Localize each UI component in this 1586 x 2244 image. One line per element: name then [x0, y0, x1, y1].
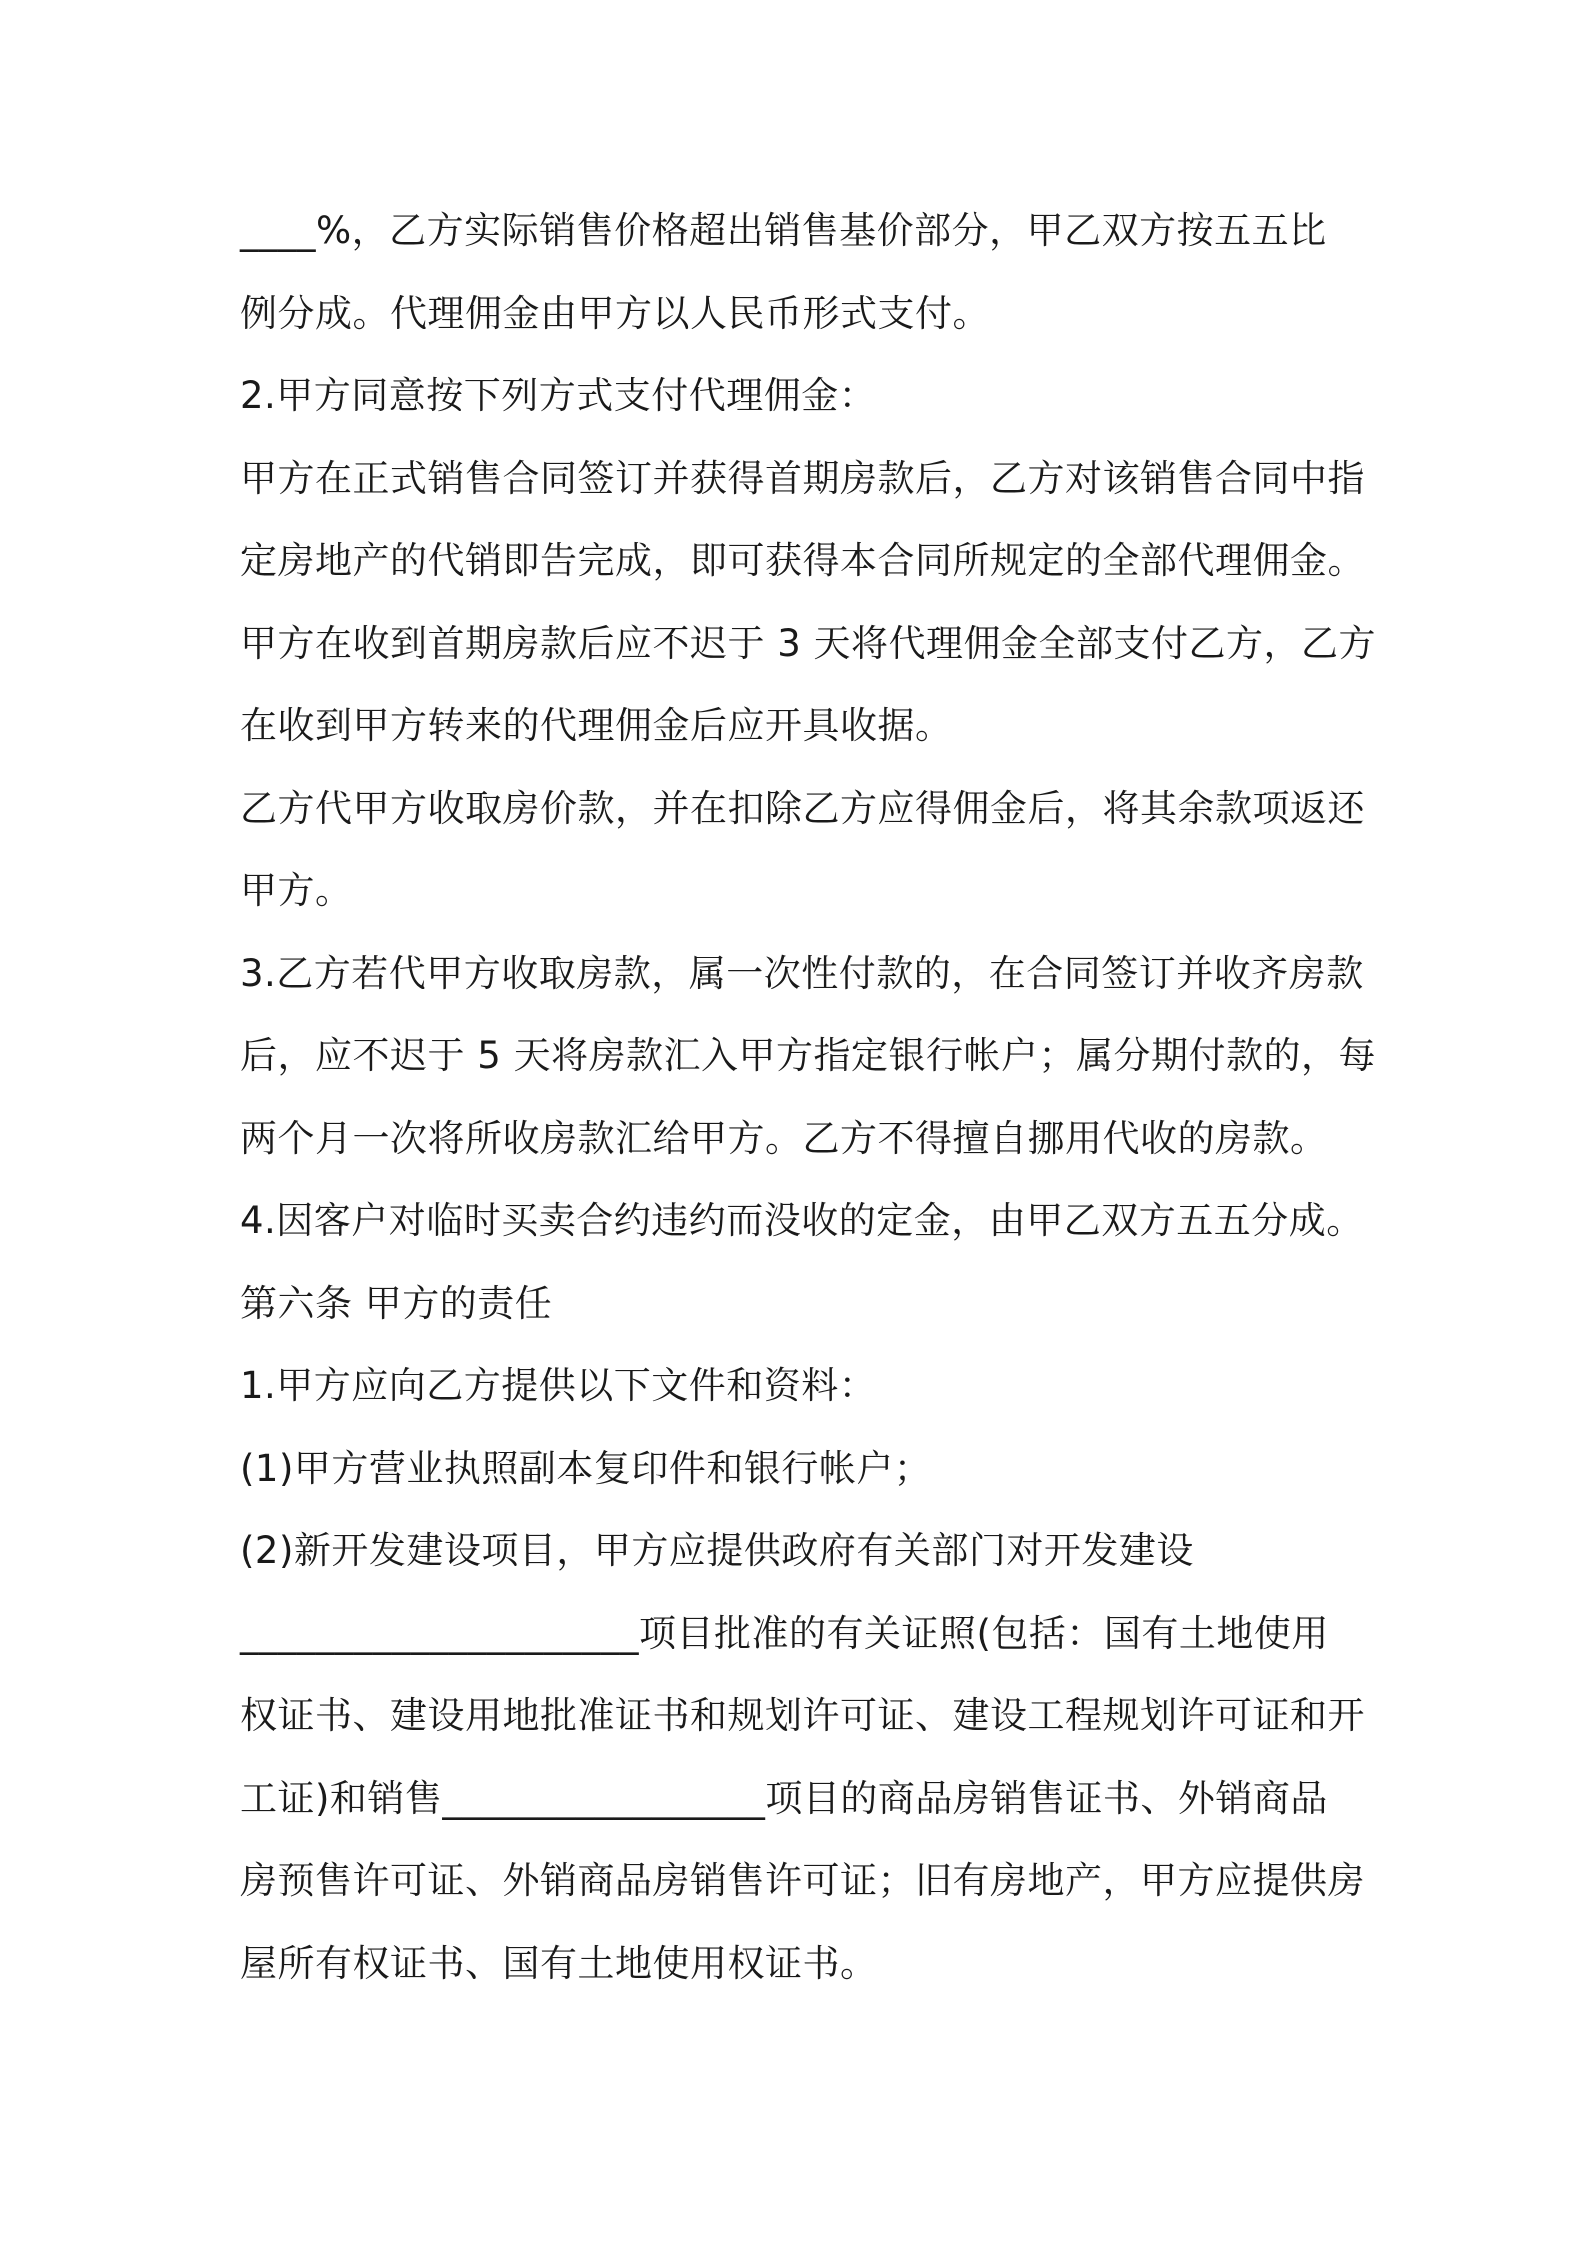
text-line: 屋所有权证书、国有土地使用权证书。 [240, 1941, 878, 1985]
text-line: 权证书、建设用地批准证书和规划许可证、建设工程规划许可证和开 [240, 1694, 1365, 1737]
text-line: 后，应不迟于 5 天将房款汇入甲方指定银行帐户；属分期付款的，每 [240, 1034, 1377, 1077]
text-line: 甲方在收到首期房款后应不迟于 3 天将代理佣金全部支付乙方，乙方 [240, 621, 1377, 665]
text-line: 1.甲方应向乙方提供以下文件和资料： [240, 1364, 877, 1407]
text-line: 两个月一次将所收房款汇给甲方。乙方不得擅自挪用代收的房款。 [240, 1116, 1328, 1160]
text-line: _____________________项目批准的有关证照(包括：国有土地使用 [240, 1611, 1329, 1655]
text-line: 甲方在正式销售合同签订并获得首期房款后，乙方对该销售合同中指 [240, 456, 1365, 500]
text-line: 房预售许可证、外销商品房销售许可证；旧有房地产，甲方应提供房 [240, 1859, 1365, 1902]
section-heading: 第六条 甲方的责任 [240, 1281, 553, 1325]
document-body [240, 190, 1377, 2005]
text-line: (2)新开发建设项目，甲方应提供政府有关部门对开发建设 [240, 1529, 1194, 1572]
text-line: 甲方。 [240, 869, 353, 912]
text-line: ____%，乙方实际销售价格超出销售基价部分，甲乙双方按五五比 [240, 209, 1327, 252]
text-line: (1)甲方营业执照副本复印件和银行帐户； [240, 1446, 932, 1490]
text-line: 4.因客户对临时买卖合约违约而没收的定金，由甲乙双方五五分成。 [240, 1199, 1364, 1242]
text-line: 2.甲方同意按下列方式支付代理佣金： [240, 374, 877, 417]
text-line: 例分成。代理佣金由甲方以人民币形式支付。 [240, 291, 990, 335]
text-line: 3.乙方若代甲方收取房款，属一次性付款的，在合同签订并收齐房款 [240, 951, 1364, 995]
text-line: 乙方代甲方收取房价款，并在扣除乙方应得佣金后，将其余款项返还 [240, 786, 1365, 830]
text-line: 定房地产的代销即告完成，即可获得本合同所规定的全部代理佣金。 [240, 539, 1365, 582]
text-line: 工证)和销售_________________项目的商品房销售证书、外销商品 [240, 1776, 1328, 1820]
text-line: 在收到甲方转来的代理佣金后应开具收据。 [240, 704, 953, 747]
